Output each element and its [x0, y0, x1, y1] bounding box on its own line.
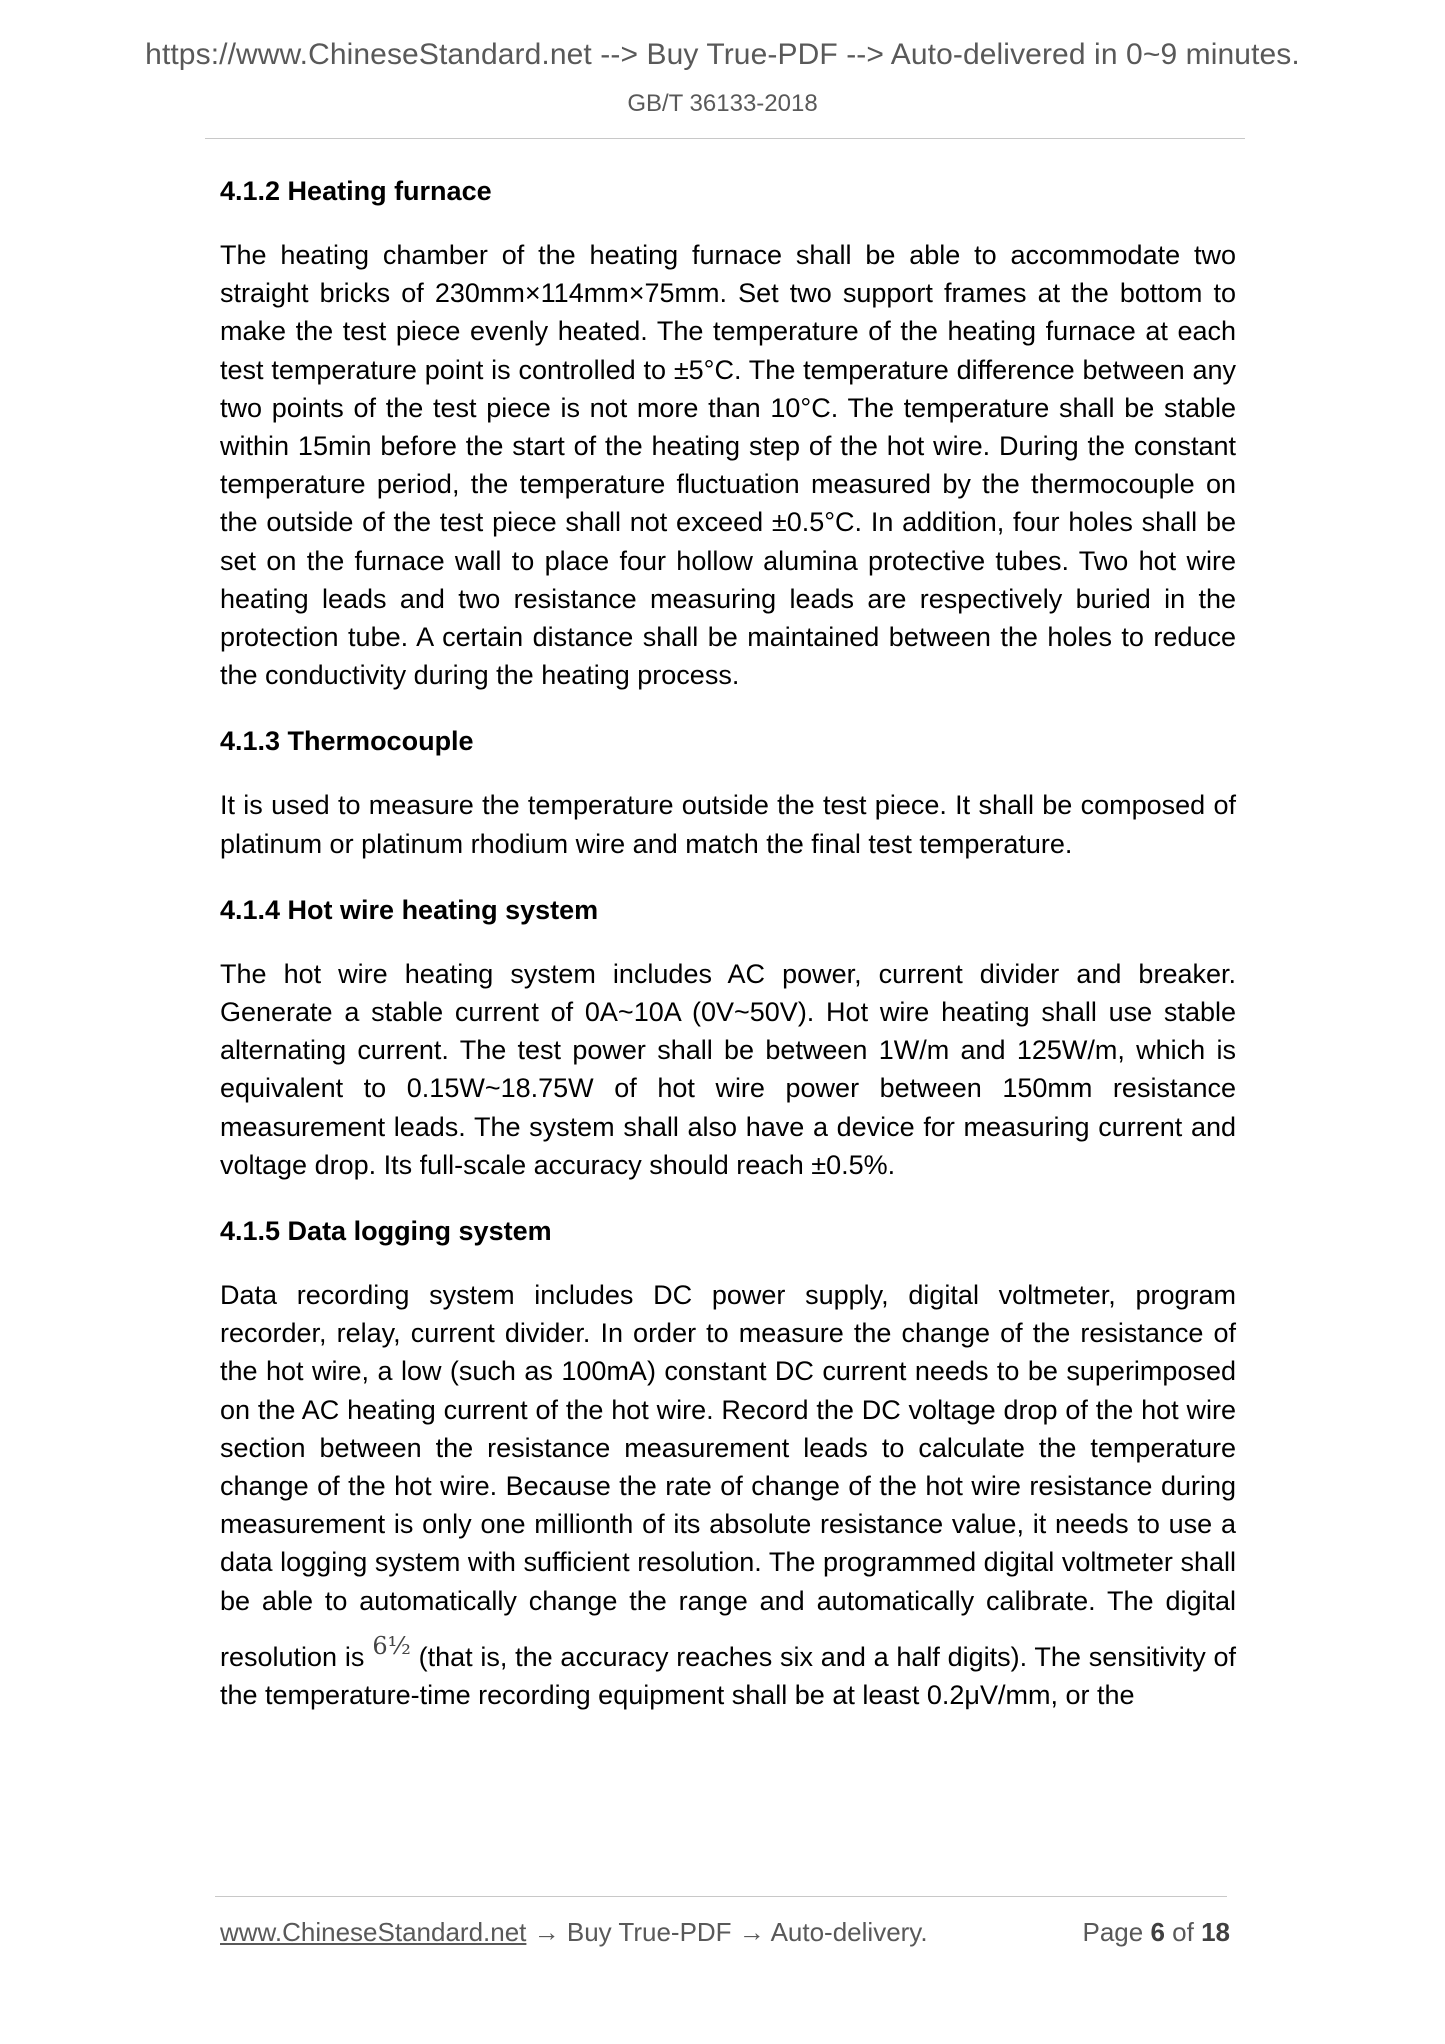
footer-site-link[interactable]: www.ChineseStandard.net — [220, 1917, 527, 1947]
section-title-thermocouple: 4.1.3 Thermocouple — [220, 726, 474, 757]
data-logging-text-before: Data recording system includes DC power supply, digital voltmeter, program recorder, relay, current divider. In order to measure the change of the resistance of the hot wire, a low (such as 100mA) constant DC current needs to be superimposed on the AC heating current of the hot wire. Record the DC voltage drop of the hot wire section between the resistance measurement leads to calculate the temperature change of the hot wire. Because the rate of change of the hot wire resistance during measurement is only one millionth of its absolute resistance value, it needs to use a data logging system with sufficient resolution. The programmed digital voltmeter shall be able to automatically change the range and automatically calibrate. The digital resolution is — [220, 1280, 1236, 1672]
footer-divider — [215, 1896, 1227, 1897]
page-of: of — [1172, 1917, 1194, 1947]
page-current: 6 — [1150, 1917, 1165, 1947]
resolution-symbol: 6½ — [372, 1631, 411, 1660]
section-text-data-logging — [220, 1276, 1236, 1714]
data-logging-text-after: (that is, the accuracy reaches six and a half digits). The sensitivity of the temperature-time recording equipment shall be at least 0.2μV/mm, or the — [220, 1641, 1236, 1710]
document-body — [220, 172, 1236, 1742]
section-title-hot-wire-heating: 4.1.4 Hot wire heating system — [220, 894, 599, 925]
footer-left — [220, 1917, 928, 1948]
page-indicator — [1082, 1917, 1230, 1948]
page-label: Page — [1082, 1917, 1144, 1947]
section-text-heating-furnace: The heating chamber of the heating furnace shall be able to accommodate two straight bricks of 230mm×114mm×75mm. Set two support frames at the bottom to make the test piece evenly heated. The temperature of the heating furnace at each test temperature point is controlled to ±5°C. The temperature difference between any two points of the test piece is not more than 10°C. The temperature shall be stable within 15min before the start of the heating step of the hot wire. During the constant temperature period, the temperature fluctuation measured by the thermocouple on the outside of the test piece shall not exceed ±0.5°C. In addition, four holes shall be set on the furnace wall to place four hollow alumina protective tubes. Two hot wire heating leads and two resistance measuring leads are respectively buried in the protection tube. A certain distance shall be maintained between the holes to reduce the conductivity during the heating process. — [220, 240, 1236, 691]
standard-number: GB/T 36133-2018 — [627, 90, 818, 117]
footer-tagline: → Buy True-PDF → Auto-delivery. — [526, 1917, 928, 1947]
header-url-line: https://www.ChineseStandard.net --> Buy True-PDF --> Auto-delivered in 0~9 minutes. — [145, 38, 1300, 71]
section-title-data-logging: 4.1.5 Data logging system — [220, 1216, 552, 1247]
header-divider — [205, 138, 1245, 139]
page-total: 18 — [1201, 1917, 1230, 1947]
section-title-heating-furnace: 4.1.2 Heating furnace — [220, 176, 492, 206]
section-text-hot-wire-heating: The hot wire heating system includes AC power, current divider and breaker. Generate a stable current of 0A~10A (0V~50V). Hot wire heating shall use stable alternating current. The test power shall be between 1W/m and 125W/m, which is equivalent to 0.15W~18.75W of hot wire power between 150mm resistance measurement leads. The system shall also have a device for measuring current and voltage drop. Its full-scale accuracy should reach ±0.5%. — [220, 958, 1236, 1180]
section-text-thermocouple: It is used to measure the temperature outside the test piece. It shall be composed of platinum or platinum rhodium wire and match the final test temperature. — [220, 790, 1236, 859]
